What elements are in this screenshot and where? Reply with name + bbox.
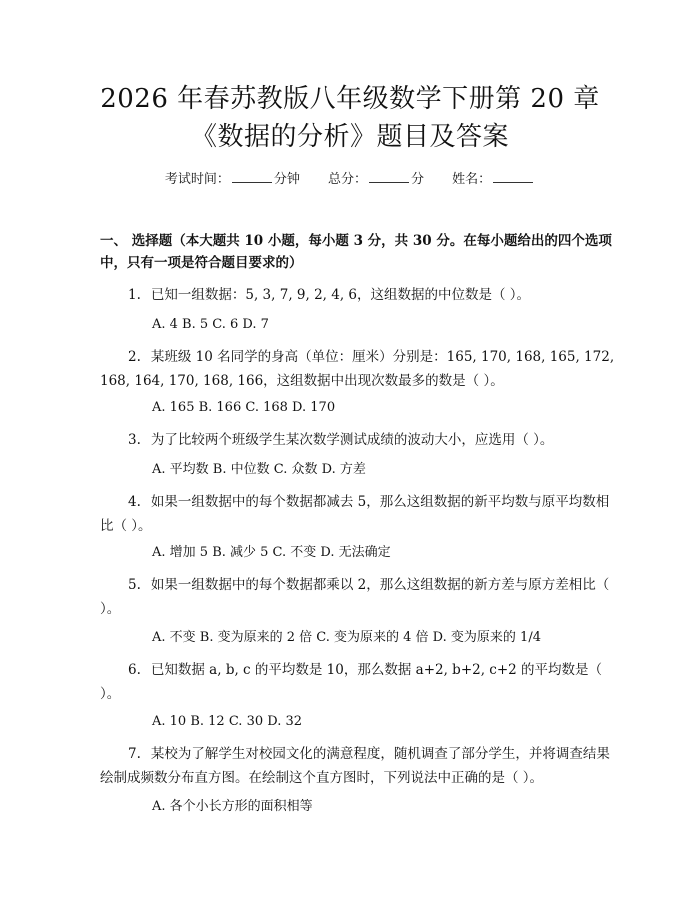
question-3-options: A. 平均数 B. 中位数 C. 众数 D. 方差 bbox=[152, 462, 366, 477]
question-text: 为了比较两个班级学生某次数学测试成绩的波动大小，应选用（ ）。 bbox=[150, 432, 554, 448]
exam-time-field bbox=[165, 172, 304, 187]
exam-time-unit: 分钟 bbox=[273, 172, 300, 187]
total-score-field bbox=[328, 172, 428, 187]
document-title-line-1: 2026 年春苏教版八年级数学下册第 20 章 bbox=[100, 84, 600, 114]
student-name-blank bbox=[493, 170, 533, 183]
question-4 bbox=[100, 490, 620, 538]
document-title-line-2: 《数据的分析》题目及答案 bbox=[190, 122, 509, 152]
exam-time-label: 考试时间： bbox=[164, 172, 230, 187]
question-number: 3. bbox=[128, 432, 141, 448]
exam-info-row bbox=[0, 170, 700, 189]
question-text: 某班级 10 名同学的身高（单位：厘米）分别是：165, 170, 168, 165, 172, 168, 164, 170, 168, 166，这组数据中出现次数最多的数是（ ）。 bbox=[100, 349, 615, 389]
question-7-options: A. 各个小长方形的面积相等 bbox=[152, 799, 313, 814]
question-number: 4. bbox=[128, 494, 141, 510]
question-number: 2. bbox=[128, 349, 141, 365]
question-1-options: A. 4 B. 5 C. 6 D. 7 bbox=[152, 317, 269, 332]
question-number: 7. bbox=[128, 746, 141, 762]
question-4-options: A. 增加 5 B. 减少 5 C. 不变 D. 无法确定 bbox=[152, 545, 391, 560]
question-2 bbox=[100, 345, 620, 393]
question-text: 如果一组数据中的每个数据都乘以 2，那么这组数据的新方差与原方差相比（ ）。 bbox=[100, 577, 610, 617]
student-name-field bbox=[452, 172, 535, 187]
question-1 bbox=[100, 283, 620, 307]
total-score-unit: 分 bbox=[411, 172, 425, 187]
student-name-label: 姓名： bbox=[452, 172, 492, 187]
section-heading: 一、 选择题（本大题共 10 小题，每小题 3 分，共 30 分。在每小题给出的四个选项中，只有一项是符合题目要求的） bbox=[100, 233, 612, 271]
exam-time-blank bbox=[232, 170, 272, 183]
question-text: 已知一组数据：5, 3, 7, 9, 2, 4, 6，这组数据的中位数是（ ）。 bbox=[150, 287, 531, 303]
question-number: 1. bbox=[128, 287, 141, 303]
question-7 bbox=[100, 742, 620, 790]
question-5 bbox=[100, 573, 620, 621]
question-text: 已知数据 a, b, c 的平均数是 10，那么数据 a+2, b+2, c+2 的平均数是（ ）。 bbox=[100, 662, 603, 702]
question-6-options: A. 10 B. 12 C. 30 D. 32 bbox=[152, 714, 303, 729]
question-text: 如果一组数据中的每个数据都减去 5，那么这组数据的新平均数与原平均数相比（ ）。 bbox=[100, 494, 610, 534]
question-6 bbox=[100, 658, 620, 706]
total-score-label: 总分： bbox=[327, 172, 367, 187]
question-2-options: A. 165 B. 166 C. 168 D. 170 bbox=[152, 400, 336, 415]
question-text: 某校为了解学生对校园文化的满意程度，随机调查了部分学生，并将调查结果绘制成频数分布直方图。在绘制这个直方图时，下列说法中正确的是（ ）。 bbox=[100, 746, 610, 786]
question-3 bbox=[100, 428, 620, 452]
question-5-options: A. 不变 B. 变为原来的 2 倍 C. 变为原来的 4 倍 D. 变为原来的 1/4 bbox=[152, 630, 541, 645]
question-number: 6. bbox=[128, 662, 141, 678]
total-score-blank bbox=[369, 170, 409, 183]
question-number: 5. bbox=[128, 577, 141, 593]
